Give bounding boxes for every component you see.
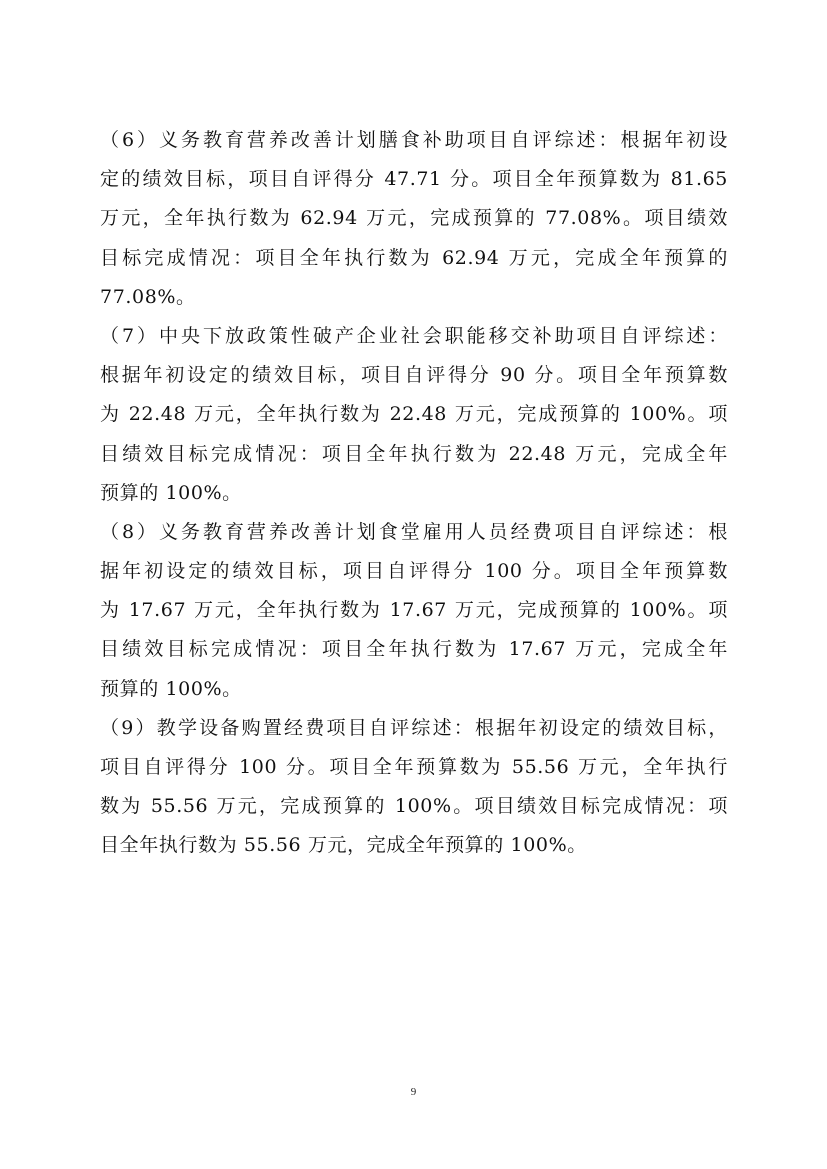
- paragraph-item-8: [100, 513, 728, 709]
- paragraph-item-6: [100, 121, 728, 317]
- paragraph-item-7: [100, 317, 728, 513]
- text-line: 为 22.48 万元，全年执行数为 22.48 万元，完成预算的 100%。项: [100, 403, 728, 426]
- text-line: 数为 55.56 万元，完成预算的 100%。项目绩效目标完成情况：项: [100, 795, 728, 818]
- text-line: 预算的 100%。: [100, 677, 242, 700]
- text-line: 万元，全年执行数为 62.94 万元，完成预算的 77.08%。项目绩效: [100, 207, 728, 230]
- page-number: 9: [410, 1086, 417, 1098]
- text-line: 定的绩效目标，项目自评得分 47.71 分。项目全年预算数为 81.65: [100, 168, 728, 191]
- text-line: 目绩效目标完成情况：项目全年执行数为 22.48 万元，完成全年: [100, 442, 728, 465]
- text-line: （7）中央下放政策性破产企业社会职能移交补助项目自评综述：: [100, 324, 728, 347]
- text-line: 预算的 100%。: [100, 481, 242, 504]
- text-line: 根据年初设定的绩效目标，项目自评得分 90 分。项目全年预算数: [100, 364, 728, 387]
- text-line: 为 17.67 万元，全年执行数为 17.67 万元，完成预算的 100%。项: [100, 599, 728, 622]
- text-line: （9）教学设备购置经费项目自评综述：根据年初设定的绩效目标，: [100, 716, 728, 739]
- text-line: 据年初设定的绩效目标，项目自评得分 100 分。项目全年预算数: [100, 560, 728, 583]
- text-line: 目全年执行数为 55.56 万元，完成全年预算的 100%。: [100, 834, 587, 857]
- text-line: 项目自评得分 100 分。项目全年预算数为 55.56 万元，全年执行: [100, 756, 728, 778]
- text-line: 目标完成情况：项目全年执行数为 62.94 万元，完成全年预算的: [100, 246, 728, 269]
- text-line: （8）义务教育营养改善计划食堂雇用人员经费项目自评综述：根: [100, 520, 728, 543]
- document-body: [100, 121, 728, 866]
- text-line: 77.08%。: [100, 285, 196, 308]
- text-line: （6）义务教育营养改善计划膳食补助项目自评综述：根据年初设: [100, 129, 728, 151]
- text-line: 目绩效目标完成情况：项目全年执行数为 17.67 万元，完成全年: [100, 638, 728, 661]
- paragraph-item-9: [100, 709, 728, 866]
